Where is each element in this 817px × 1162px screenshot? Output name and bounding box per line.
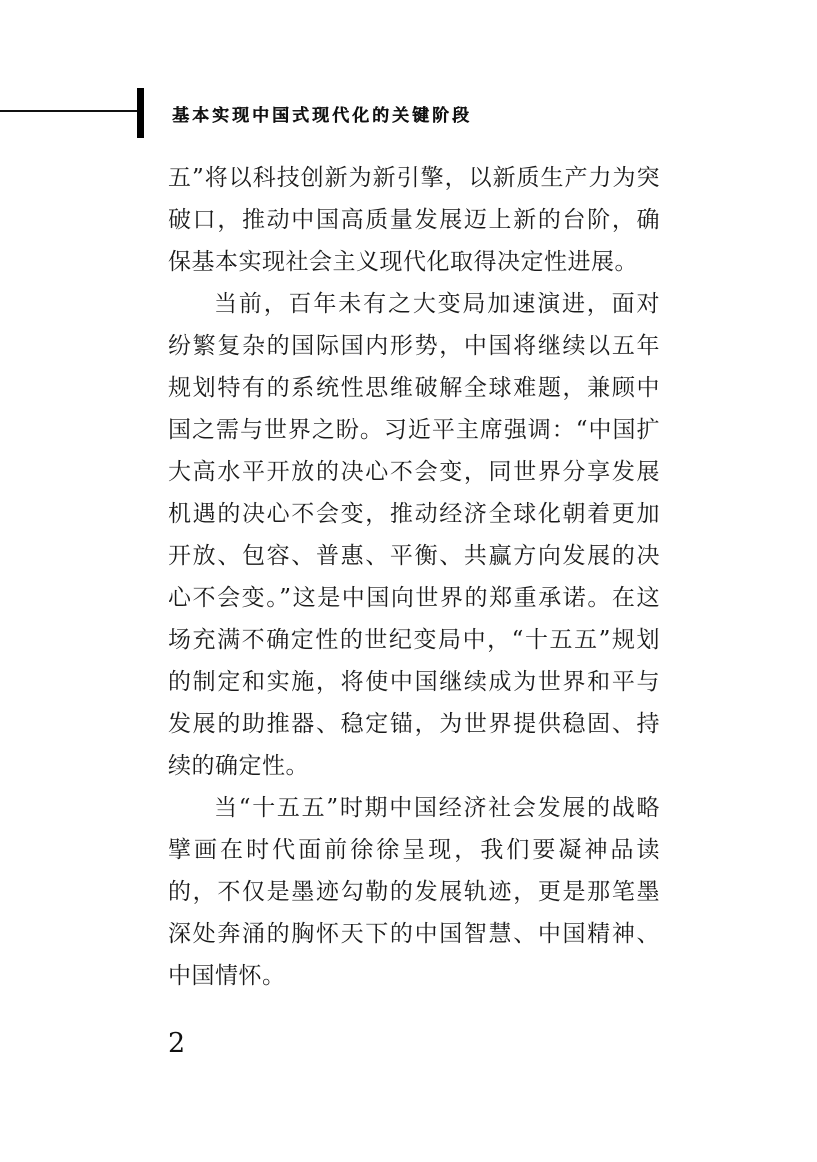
page-number: 2 [168,1028,186,1059]
body-text-block [168,157,660,997]
paragraph: 当前，百年未有之大变局加速演进，面对纷繁复杂的国际国内形势，中国将继续以五年规划特有的系统性思维破解全球难题，兼顾中国之需与世界之盼。习近平主席强调：“中国扩大高水平开放的决心不会变，同世界分享发展机遇的决心不会变，推动经济全球化朝着更加开放、包容、普惠、平衡、共赢方向发展的决心不会变。”这是中国向世界的郑重承诺。在这场充满不确定性的世纪变局中，“十五五”规划的制定和实施，将使中国继续成为世界和平与发展的助推器、稳定锚，为世界提供稳固、持续的确定性。 [168,291,660,779]
running-header-title: 基本实现中国式现代化的关键阶段 [172,106,472,126]
paragraph: 当“十五五”时期中国经济社会发展的战略擘画在时代面前徐徐呈现，我们要凝神品读的，不仅是墨迹勾勒的发展轨迹，更是那笔墨深处奔涌的胸怀天下的中国智慧、中国精神、中国情怀。 [168,795,660,989]
header-vertical-bar [137,88,144,138]
header-rule-line [0,110,141,112]
paragraph-continuation: 五”将以科技创新为新引擎，以新质生产力为突破口，推动中国高质量发展迈上新的台阶，确保基本实现社会主义现代化取得决定性进展。 [168,165,660,275]
